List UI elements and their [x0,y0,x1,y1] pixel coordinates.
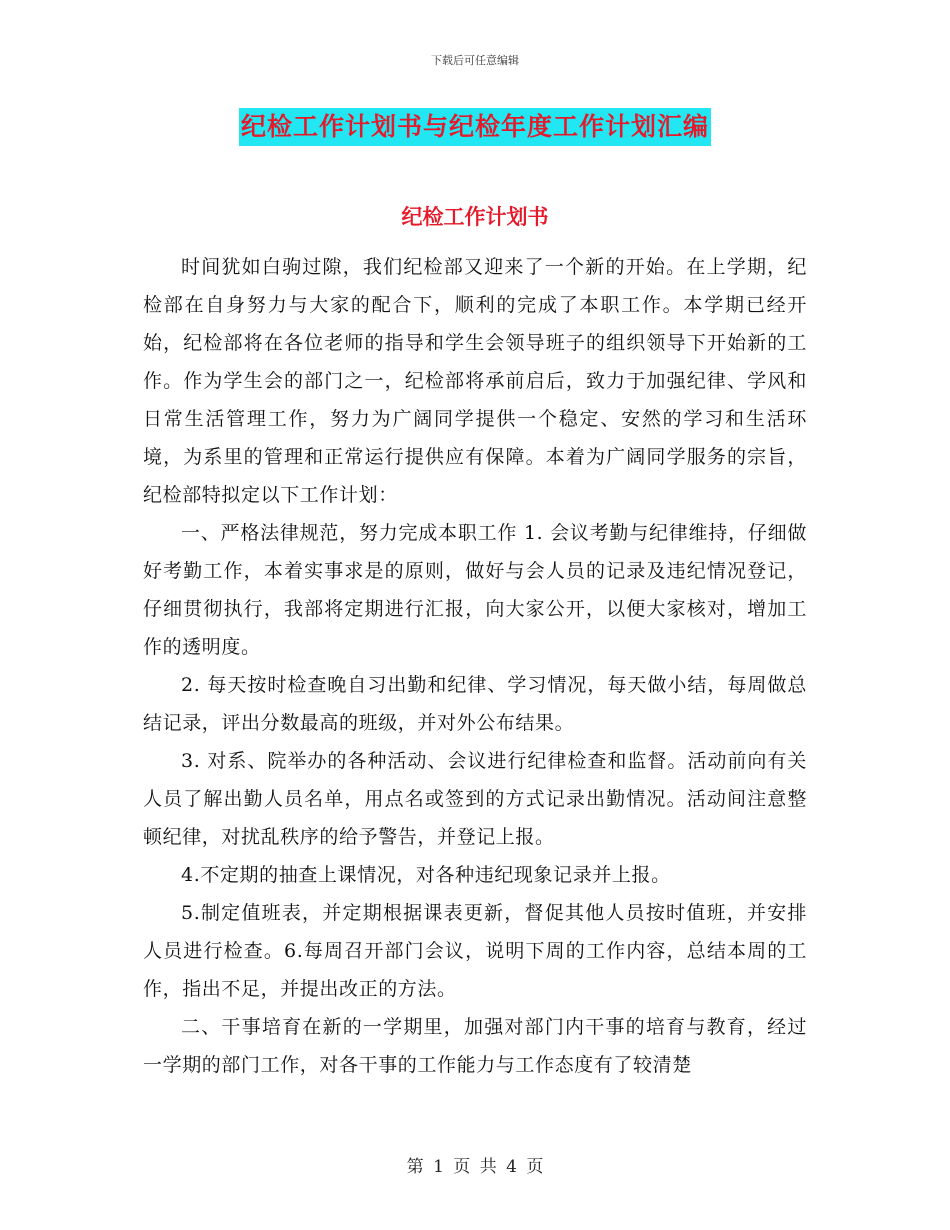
document-body [143,248,807,1084]
paragraph-item-1: 一、严格法律规范，努力完成本职工作 1. 会议考勤与纪律维持，仔细做好考勤工作，本着实事求是的原则，做好与会人员的记录及违纪情况登记，仔细贯彻执行，我部将定期进行汇报，向大家公开，以便大家核对，增加工作的透明度。 [143,522,807,658]
paragraph-item-4: 4.不定期的抽查上课情况，对各种违纪现象记录并上报。 [181,864,671,886]
paragraph-intro: 时间犹如白驹过隙，我们纪检部又迎来了一个新的开始。在上学期，纪检部在自身努力与大家的配合下，顺利的完成了本职工作。本学期已经开始，纪检部将在各位老师的指导和学生会领导班子的组织领导下开始新的工作。作为学生会的部门之一，纪检部将承前启后，致力于加强纪律、学风和日常生活管理工作，努力为广阔同学提供一个稳定、安然的学习和生活环境，为系里的管理和正常运行提供应有保障。本着为广阔同学服务的宗旨，纪检部特拟定以下工作计划： [143,256,807,506]
paragraph-item-2: 2. 每天按时检查晚自习出勤和纪律、学习情况，每天做小结，每周做总结记录，评出分数最高的班级，并对外公布结果。 [143,674,807,734]
page-number-footer: 第 1 页 共 4 页 [406,1157,544,1177]
document-title-text: 纪检工作计划书与纪检年度工作计划汇编 [239,108,711,146]
paragraph-section-2: 二、干事培育在新的一学期里，加强对部门内干事的培育与教育，经过一学期的部门工作，对各干事的工作能力与工作态度有了较清楚 [143,1016,807,1076]
paragraph-item-5: 5.制定值班表，并定期根据课表更新，督促其他人员按时值班，并安排人员进行检查。6.每周召开部门会议，说明下周的工作内容，总结本周的工作，指出不足，并提出改正的方法。 [143,902,807,1000]
paragraph-item-3: 3. 对系、院举办的各种活动、会议进行纪律检查和监督。活动前向有关人员了解出勤人员名单，用点名或签到的方式记录出勤情况。活动间注意整顿纪律，对扰乱秩序的给予警告，并登记上报。 [143,750,807,848]
header-note: 下载后可任意编辑 [431,54,519,67]
section-title: 纪检工作计划书 [401,204,549,229]
document-title [0,108,950,146]
